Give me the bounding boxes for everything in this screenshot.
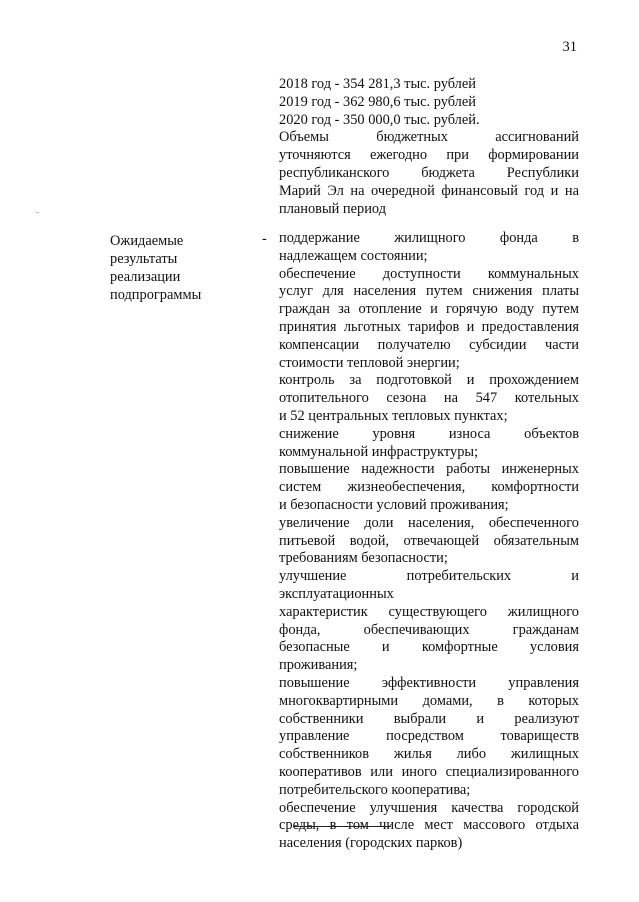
result-line: характеристик существующего жилищного	[279, 603, 579, 620]
result-line: увеличение доли населения, обеспеченного	[279, 514, 579, 531]
result-line: питьевой водой, отвечающей обязательным	[279, 532, 579, 549]
result-line: и безопасности условий проживания;	[279, 496, 509, 513]
result-item	[279, 515, 579, 568]
result-line: надлежащем состоянии;	[279, 247, 428, 264]
result-line: и 52 центральных тепловых пунктах;	[279, 407, 508, 424]
result-line: населения (городских парков)	[279, 835, 463, 852]
result-item	[279, 568, 579, 675]
budget-note-line: Объемы бюджетных ассигнований	[279, 129, 579, 146]
budget-year-2020: 2020 год - 350 000,0 тыс. рублей.	[279, 111, 480, 128]
result-line: граждан за отопление и горячую воду путем	[279, 301, 579, 318]
budget-note-line: плановый период	[279, 200, 387, 217]
result-line: коммунальной инфраструктуры;	[279, 443, 479, 460]
result-line: требованиям безопасности;	[279, 550, 448, 567]
budget-note	[279, 129, 579, 218]
result-item	[279, 266, 579, 373]
budget-note-line: Марий Эл на очередной финансовый год и на	[279, 182, 579, 199]
budget-note-line: республиканского бюджета Республики	[279, 164, 579, 181]
page-number: 31	[562, 39, 577, 55]
result-line: компенсации получателю субсидии части	[279, 336, 579, 353]
result-line: повышение надежности работы инженерных	[279, 461, 579, 478]
result-line: стоимости тепловой энергии;	[279, 354, 460, 371]
result-line: обеспечение улучшения качества городской	[279, 799, 579, 816]
footer-rule	[293, 826, 391, 827]
expected-results-list	[279, 230, 579, 853]
result-line: услуг для населения путем снижения платы	[279, 283, 579, 300]
result-line: принятия льготных тарифов и предоставления	[279, 318, 579, 335]
result-line: обеспечение доступности коммунальных	[279, 265, 579, 282]
result-line: снижение уровня износа объектов	[279, 425, 579, 442]
result-line: безопасные и комфортные условия	[279, 639, 579, 656]
separator-dash: -	[262, 231, 267, 247]
result-line: многоквартирными домами, в которых	[279, 692, 579, 709]
budget-year-2019: 2019 год - 362 980,6 тыс. рублей	[279, 93, 476, 110]
result-line: проживания;	[279, 657, 358, 674]
result-line: потребительского кооператива;	[279, 781, 471, 798]
result-line: собственники выбрали и реализуют	[279, 710, 579, 727]
budget-note-line: уточняются ежегодно при формировании	[279, 147, 579, 164]
result-line: повышение эффективности управления	[279, 674, 579, 691]
expected-results-label	[110, 232, 220, 304]
result-item	[279, 426, 579, 462]
result-line: поддержание жилищного фонда в	[279, 230, 579, 246]
budget-year-2018: 2018 год - 354 281,3 тыс. рублей	[279, 76, 476, 92]
result-item	[279, 461, 579, 514]
budget-block	[279, 76, 579, 218]
result-item	[279, 230, 579, 266]
result-line: контроль за подготовкой и прохождением	[279, 372, 579, 389]
label-line: Ожидаемые	[110, 233, 184, 249]
result-line: собственников жилья либо жилищных	[279, 746, 579, 763]
result-line: среды, в том числе мест массового отдыха	[279, 817, 579, 834]
result-line: систем жизнеобеспечения, комфортности	[279, 479, 579, 496]
margin-mark	[36, 212, 39, 213]
result-line: отопительного сезона на 547 котельных	[279, 390, 579, 407]
result-line: фонда, обеспечивающих гражданам	[279, 621, 579, 638]
label-line: реализации	[110, 269, 181, 285]
label-line: подпрограммы	[110, 287, 202, 303]
result-item	[279, 675, 579, 800]
result-line: управление посредством товариществ	[279, 728, 579, 745]
result-item	[279, 372, 579, 425]
result-line: кооперативов или иного специализированного	[279, 763, 579, 780]
result-line: улучшение потребительских и эксплуатационных	[279, 568, 579, 602]
label-line: результаты	[110, 251, 178, 267]
